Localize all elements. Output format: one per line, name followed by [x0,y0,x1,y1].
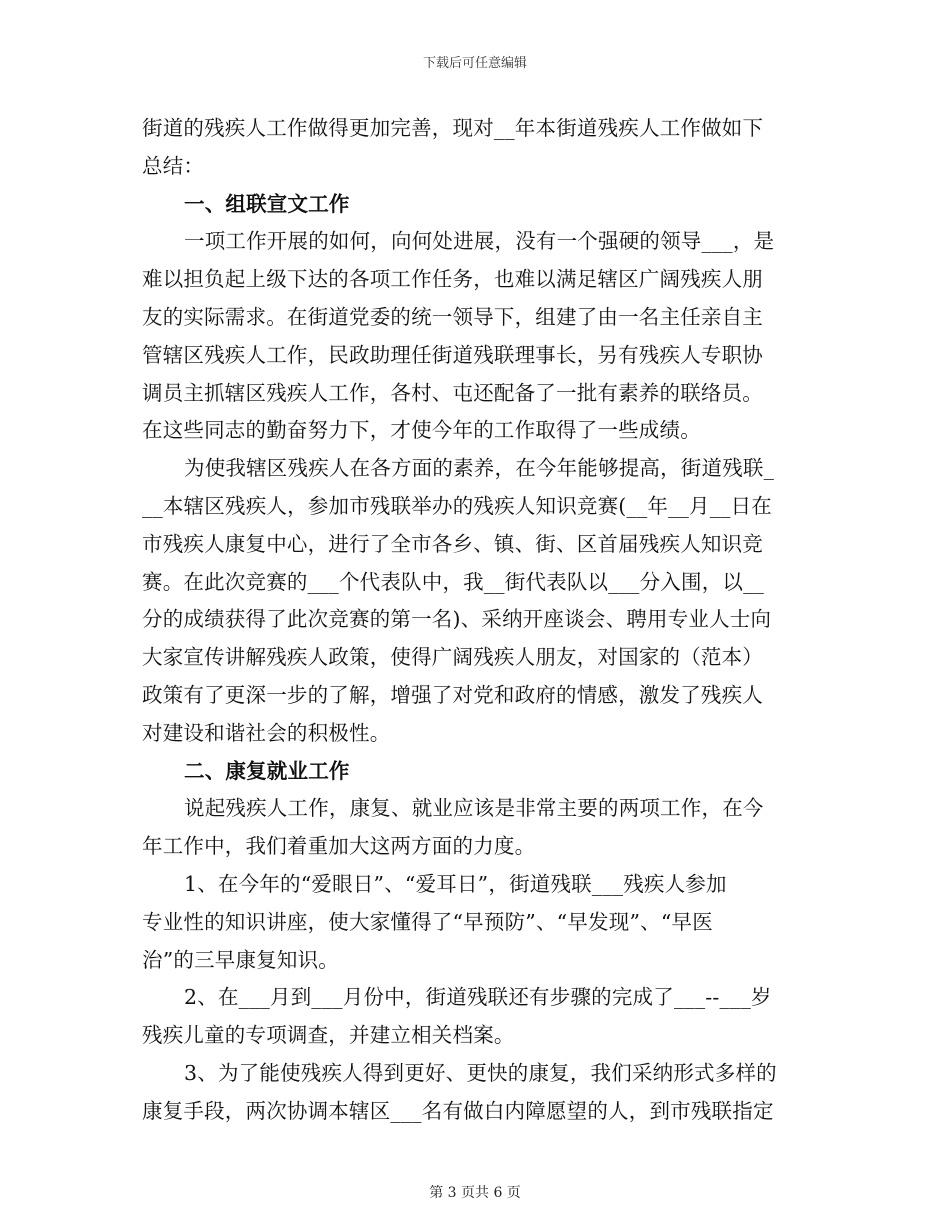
text-line: 友的实际需求。在街道党委的统一领导下，组建了由一名主任亲自主 [142,304,763,329]
text-line: 对建设和谐社会的积极性。 [142,720,391,745]
text-line: 市残疾人康复中心，进行了全市各乡、镇、街、区首届残疾人知识竞 [142,531,763,556]
text-line: 为使我辖区残疾人在各方面的素养，在今年能够提高，街道残联_ [184,456,775,481]
text-line: 难以担负起上级下达的各项工作任务，也难以满足辖区广阔残疾人朋 [142,267,763,292]
text-line: 管辖区残疾人工作，民政助理任街道残联理事长，另有残疾人专职协 [142,342,763,367]
text-line: 大家宣传讲解残疾人政策，使得广阔残疾人朋友，对国家的（范本） [142,645,763,670]
text-line: 赛。在此次竞赛的___个代表队中，我__街代表队以___分入围，以__ [142,569,764,594]
text-line: __本辖区残疾人，参加市残联举办的残疾人知识竞赛(__年__月__日在 [142,493,772,518]
text-line: 1、在今年的“爱眼日”、“爱耳日”，街道残联___残疾人参加 [184,871,727,896]
document-body [142,110,817,1131]
text-line: 说起残疾人工作，康复、就业应该是非常主要的两项工作，在今 [184,796,764,821]
page-header: 下载后可任意编辑 [422,56,527,71]
text-line: 年工作中，我们着重加大这两方面的力度。 [142,834,536,859]
text-line: 政策有了更深一步的了解，增强了对党和政府的情感，激发了残疾人 [142,682,763,707]
text-line: 治”的三早康复知识。 [142,947,339,972]
section-heading: 二、康复就业工作 [184,758,350,783]
text-line: 专业性的知识讲座，使大家懂得了“早预防”、“早发现”、“早医 [142,909,713,934]
text-line: 分的成绩获得了此次竞赛的第一名)、采纳开座谈会、聘用专业人士向 [142,607,772,632]
text-line: 康复手段，两次协调本辖区___名有做白内障愿望的人，到市残联指定 [142,1098,774,1123]
text-line: 2、在___月到___月份中，街道残联还有步骤的完成了___--___岁 [184,985,772,1010]
text-line: 一项工作开展的如何，向何处进展，没有一个强硬的领导___，是 [184,229,775,254]
section-heading: 一、组联宣文工作 [184,191,350,216]
text-line: 总结： [142,153,205,178]
page-number: 第 3 页共 6 页 [429,1185,521,1201]
text-line: 街道的残疾人工作做得更加完善，现对__年本街道残疾人工作做如下 [142,116,764,140]
text-line: 残疾儿童的专项调查，并建立相关档案。 [142,1023,515,1048]
text-line: 调员主抓辖区残疾人工作，各村、屯还配备了一批有素养的联络员。 [142,380,763,405]
text-line: 3、为了能使残疾人得到更好、更快的康复，我们采纳形式多样的 [184,1060,777,1085]
text-line: 在这些同志的勤奋努力下，才使今年的工作取得了一些成绩。 [142,418,701,443]
